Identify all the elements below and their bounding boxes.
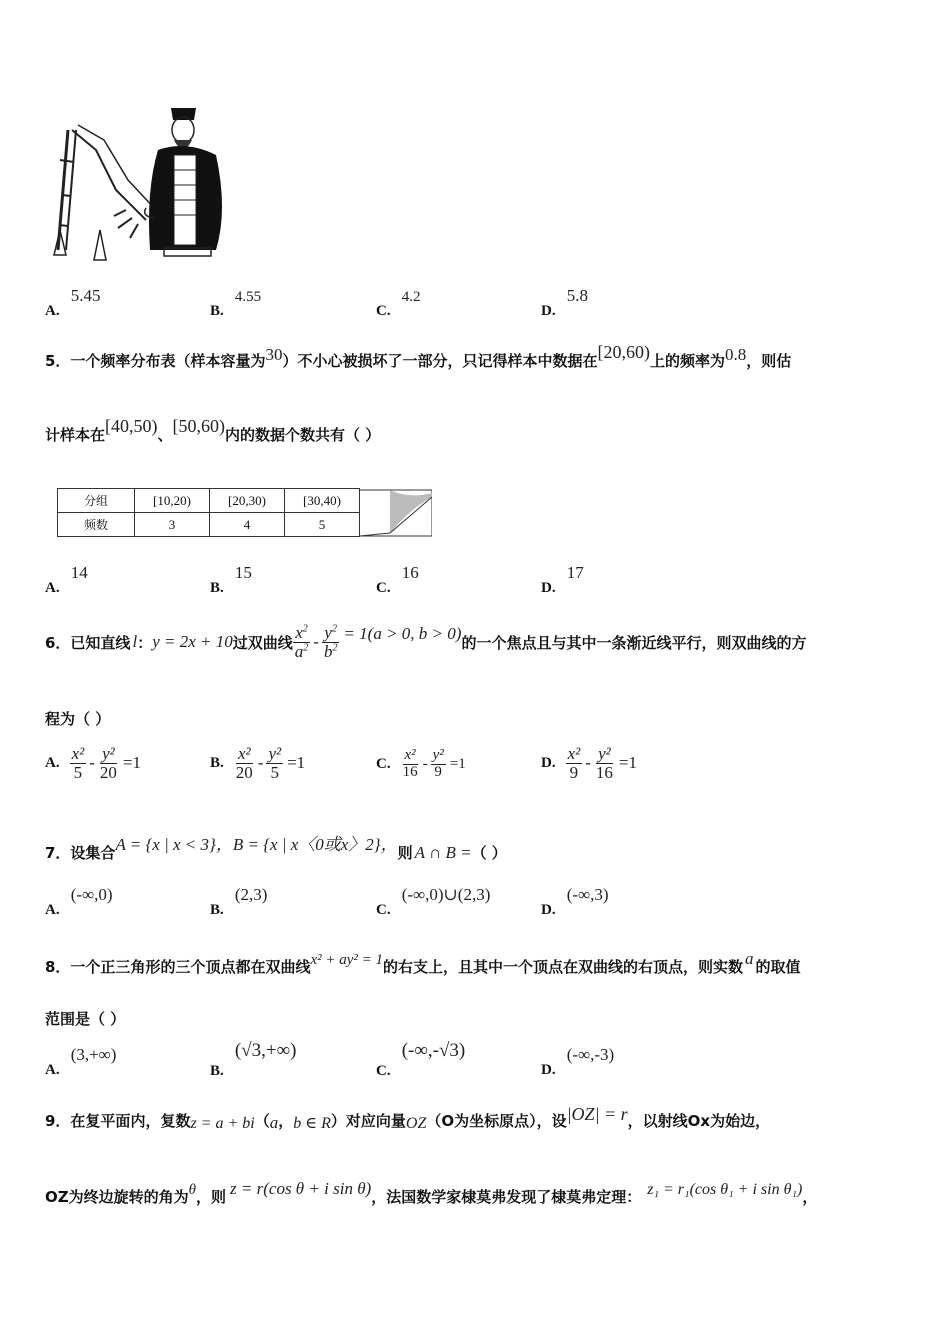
- frequency-table: [57, 488, 432, 537]
- q5-option-a[interactable]: [45, 563, 88, 596]
- table-cell: 频数: [58, 513, 135, 537]
- q6-text: 过双曲线: [232, 633, 293, 652]
- q6-option-b[interactable]: [210, 745, 305, 782]
- q5-option-b[interactable]: [210, 563, 252, 596]
- q5-interval-2: [50,60): [172, 416, 226, 436]
- q9-text: ，: [278, 1112, 294, 1130]
- table-cell: 5: [285, 513, 360, 537]
- option-label: A.: [45, 902, 60, 918]
- option-value: (3,+∞): [70, 1045, 117, 1064]
- numerator: y²: [432, 747, 444, 763]
- q8-variable: a: [745, 949, 754, 968]
- q9-z1-form: z₁ = r₁(cos θ₁ + i sin θ₁): [647, 1181, 803, 1198]
- option-value: 5.8: [566, 286, 588, 305]
- denominator: 5: [270, 762, 280, 782]
- q5-frequency: 0.8: [724, 345, 747, 364]
- option-value: 16: [401, 563, 419, 582]
- q5-text: 内的数据个数共有（ ）: [225, 426, 381, 444]
- q6-option-c[interactable]: [376, 748, 466, 781]
- q9-text: （O为坐标原点），设: [426, 1112, 567, 1130]
- q5-option-c[interactable]: [376, 563, 419, 596]
- q7-sets: A = {x | x < 3}，B = {x | x〈0或x〉2}，: [115, 835, 398, 854]
- q9-text: （: [254, 1112, 270, 1130]
- table-cell: [20,30): [210, 489, 285, 513]
- q6-text: 6．已知直线: [45, 633, 131, 652]
- q4-option-d[interactable]: [541, 286, 588, 319]
- option-label: C.: [376, 580, 391, 596]
- q7-expression: A ∩ B =: [414, 843, 472, 862]
- option-label: D.: [541, 580, 556, 596]
- option-label: B.: [210, 1063, 224, 1079]
- option-value: 14: [70, 563, 88, 582]
- q9-text: ，以射线Ox为始边，: [627, 1112, 771, 1130]
- table-cell: 分组: [58, 489, 135, 513]
- q9-text: ，法国数学家棣莫弗发现了棣莫弗定理：: [371, 1188, 642, 1206]
- table-cell: 3: [135, 513, 210, 537]
- q8-text: 的取值: [755, 958, 801, 976]
- q5-interval-1: [40,50): [105, 416, 158, 436]
- option-label: A.: [45, 754, 60, 771]
- option-value: (-∞,-√3): [401, 1040, 466, 1061]
- q8-option-c[interactable]: [376, 1040, 466, 1079]
- option-label: B.: [210, 754, 224, 771]
- numerator: y²: [598, 744, 611, 763]
- q5-option-d[interactable]: [541, 563, 584, 596]
- q6-text: 的一个焦点且与其中一条渐近线平行，则双曲线的方: [461, 633, 807, 652]
- q5-text: 5．一个频率分布表（样本容量为: [45, 352, 266, 370]
- option-value: (2,3): [234, 885, 268, 904]
- option-label: D.: [541, 303, 556, 319]
- denominator: 20: [99, 762, 117, 782]
- option-label: C.: [376, 303, 391, 319]
- q9-complex-number: z = a + bi: [190, 1115, 255, 1132]
- numerator: y²: [268, 744, 282, 763]
- q9-text: ，: [802, 1188, 818, 1206]
- q6-text: ：: [137, 633, 153, 652]
- q7-option-b[interactable]: [210, 885, 268, 918]
- numerator: x²: [567, 744, 581, 763]
- q9-text: 9．在复平面内，复数: [45, 1112, 191, 1130]
- option-value: (-∞,-3): [566, 1045, 615, 1064]
- table-cell: [30,40): [285, 489, 360, 513]
- q7-option-a[interactable]: [45, 885, 113, 918]
- q9-stem-line1: [45, 1104, 771, 1132]
- option-value: $\frac{\text{x²}}{16}$ - $\frac{\text{y²}}{9}$ =1: [402, 747, 466, 780]
- table-cell: [10,20): [135, 489, 210, 513]
- q8-option-d[interactable]: [541, 1045, 615, 1078]
- option-label: D.: [541, 754, 556, 771]
- q9-polar-form: z = r(cos θ + i sin θ): [230, 1179, 372, 1198]
- q7-option-c[interactable]: [376, 885, 491, 918]
- option-label: C.: [376, 755, 391, 772]
- q5-text: ，则估: [746, 352, 792, 370]
- denominator: 16: [402, 763, 418, 780]
- q8-text: 的右支上，且其中一个顶点在双曲线的右顶点，则实数: [383, 958, 744, 976]
- torn-corner: [360, 489, 433, 537]
- numerator: y²: [102, 744, 115, 763]
- option-value: 17: [566, 563, 584, 582]
- q7-text: 则: [397, 844, 413, 862]
- option-label: B.: [210, 902, 224, 918]
- q8-option-a[interactable]: [45, 1045, 117, 1078]
- table-row: [58, 489, 433, 513]
- q6-option-a[interactable]: [45, 745, 141, 782]
- option-label: A.: [45, 303, 60, 319]
- fraction: $\frac{y^2}{b^2}$: [323, 623, 338, 661]
- option-value: $\frac{\text{x²}}{9}$ - $\frac{\text{y²}}{16}$ =1: [567, 744, 638, 782]
- q4-option-b[interactable]: [210, 286, 262, 319]
- table-cell: 4: [210, 513, 285, 537]
- option-value: 4.2: [401, 289, 421, 305]
- q8-stem-line2: [45, 1008, 125, 1029]
- torn-page-icon: [360, 489, 432, 537]
- q4-option-a[interactable]: [45, 286, 101, 319]
- denominator: 9: [434, 763, 442, 780]
- q6-option-d[interactable]: [541, 745, 637, 782]
- fraction: $\frac{x^2}{a^2}$: [294, 623, 309, 661]
- q8-text: 8．一个正三角形的三个顶点都在双曲线: [45, 958, 311, 976]
- q6-stem-line1: [45, 624, 806, 661]
- option-label: A.: [45, 580, 60, 596]
- scholar-bamboo-illustration: [46, 100, 236, 270]
- q4-option-c[interactable]: [376, 286, 421, 319]
- denominator: 20: [235, 762, 253, 782]
- denominator: 5: [73, 762, 83, 782]
- q5-text: ）不小心被损坏了一部分，只记得样本中数据在: [282, 352, 598, 370]
- q9-text: ，则: [196, 1188, 227, 1206]
- option-value: $\frac{\text{x²}}{20}$ - $\frac{\text{y²}}{5}$ =1: [235, 744, 306, 782]
- q9-text: ）对应向量: [330, 1112, 406, 1130]
- option-label: D.: [541, 902, 556, 918]
- q6-hyperbola: $\frac{x^2}{a^2}$ - $\frac{y^2}{b^2}$ = 1(a > 0, b > 0): [294, 623, 462, 661]
- option-value: (-∞,0): [70, 885, 113, 904]
- q8-stem-line1: [45, 948, 801, 976]
- q7-text: 7．设集合: [45, 844, 116, 862]
- option-value: 4.55: [234, 289, 262, 305]
- option-label: A.: [45, 1062, 60, 1078]
- option-value: (-∞,3): [566, 885, 609, 904]
- q5-stem-line1: [45, 342, 792, 371]
- option-label: C.: [376, 902, 391, 918]
- q9-variable: a: [269, 1113, 279, 1132]
- denominator: 9: [569, 762, 579, 782]
- q6-stem-line2: [45, 708, 110, 729]
- numerator: x²: [404, 747, 416, 763]
- option-label: B.: [210, 580, 224, 596]
- q5-text: 上的频率为: [649, 352, 725, 370]
- q9-modulus: |OZ| = r: [566, 1104, 628, 1124]
- option-label: D.: [541, 1062, 556, 1078]
- q8-hyperbola: x² + ay² = 1: [310, 952, 384, 968]
- numerator: x²: [237, 744, 251, 763]
- q6-line-equation: y = 2x + 10: [152, 632, 233, 652]
- option-value: (-∞,0)∪(2,3): [401, 885, 491, 904]
- q6-condition: = 1(a > 0, b > 0): [343, 624, 462, 644]
- option-value: 15: [234, 563, 252, 582]
- q7-stem: [45, 830, 507, 862]
- q8-text: 范围是（ ）: [45, 1010, 126, 1028]
- q5-interval: [20,60): [597, 342, 650, 362]
- q9-stem-line2: [45, 1178, 818, 1206]
- numerator: x²: [71, 744, 85, 763]
- q9-text: OZ为终边旋转的角为: [45, 1188, 189, 1206]
- option-label: B.: [210, 303, 224, 319]
- option-value: (√3,+∞): [234, 1040, 297, 1061]
- q5-stem-line2: [45, 416, 381, 445]
- q6-text: 程为（ ）: [45, 710, 111, 728]
- q5-text: 计样本在: [45, 426, 106, 444]
- q9-condition: b ∈ R: [293, 1115, 331, 1132]
- option-label: C.: [376, 1063, 391, 1079]
- q5-sample-size: 30: [265, 345, 283, 364]
- q5-text: 、: [157, 426, 173, 444]
- option-value: 5.45: [70, 286, 101, 305]
- q7-text: （ ）: [471, 844, 507, 862]
- denominator: 16: [595, 762, 613, 782]
- q9-vector: OZ: [405, 1115, 427, 1132]
- q9-angle: θ: [188, 1182, 197, 1198]
- q7-option-d[interactable]: [541, 885, 609, 918]
- q8-option-b[interactable]: [210, 1040, 297, 1079]
- q6-line-name: l: [132, 632, 138, 652]
- option-value: $\frac{\text{x²}}{5}$ - $\frac{\text{y²}}{20}$ =1: [71, 744, 142, 782]
